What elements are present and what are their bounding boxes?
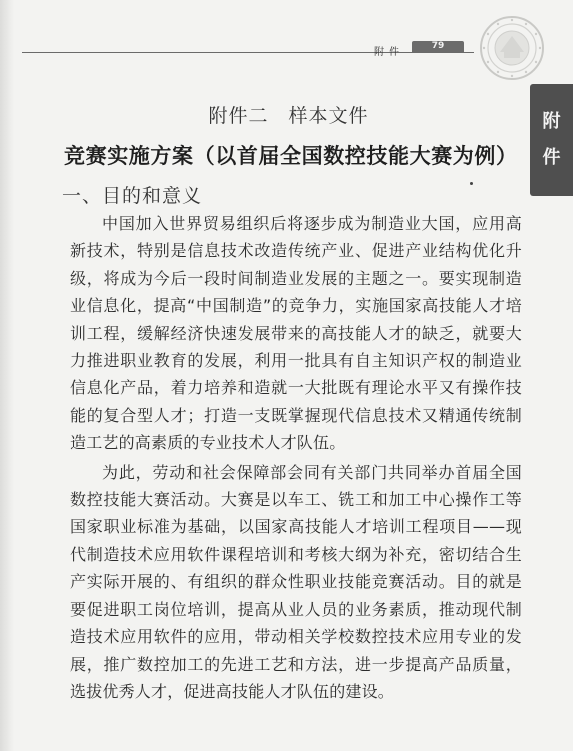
body-text [70,210,522,705]
running-head: 附件 [374,47,404,58]
main-title: 竞赛实施方案（以首届全国数控技能大赛为例） [64,144,518,168]
page-number: 79 [412,41,464,52]
side-tab-char-1: 附 [542,111,561,132]
institution-seal-icon [478,14,546,82]
header-rule [22,52,474,53]
paragraph-1: 中国加入世界贸易组织后将逐步成为制造业大国，应用高新技术，特别是信息技术改造传统产业、促进产业结构优化升级，将成为今后一段时间制造业发展的主题之一。要实现制造业信息化，提高“中国制造”的竞争力，实施国家高技能人才培训工程，缓解经济快速发展带来的高技能人才的缺乏，就要大力推进职业教育的发展，利用一批具有自主知识产权的制造业信息化产品，着力培养和造就一大批既有理论水平又有操作技能的复合型人才；打造一支既掌握现代信息技术又精通传统制造工艺的高素质的专业技术人才队伍。 [70,214,522,453]
stray-dot [470,182,473,185]
paragraph-2: 为此，劳动和社会保障部会同有关部门共同举办首届全国数控技能大赛活动。大赛是以车工、铣工和加工中心操作工等国家职业标准为基础，以国家高技能人才培训工程项目——现代制造技术应用软件课程培训和考核大纲为补充，密切结合生产实际开展的、有组织的群众性职业技能竞赛活动。目的就是要促进职工岗位培训，提高从业人员的业务素质，推动现代制造技术应用软件的应用，带动相关学校数控技术应用专业的发展，推广数控加工的先进工艺和方法，进一步提高产品质量，选拔优秀人才，促进高技能人才队伍的建设。 [70,462,522,701]
side-tab-char-2: 件 [542,147,561,168]
appendix-title: 附件二 样本文件 [208,105,369,127]
section-heading: 一、目的和意义 [62,185,203,207]
